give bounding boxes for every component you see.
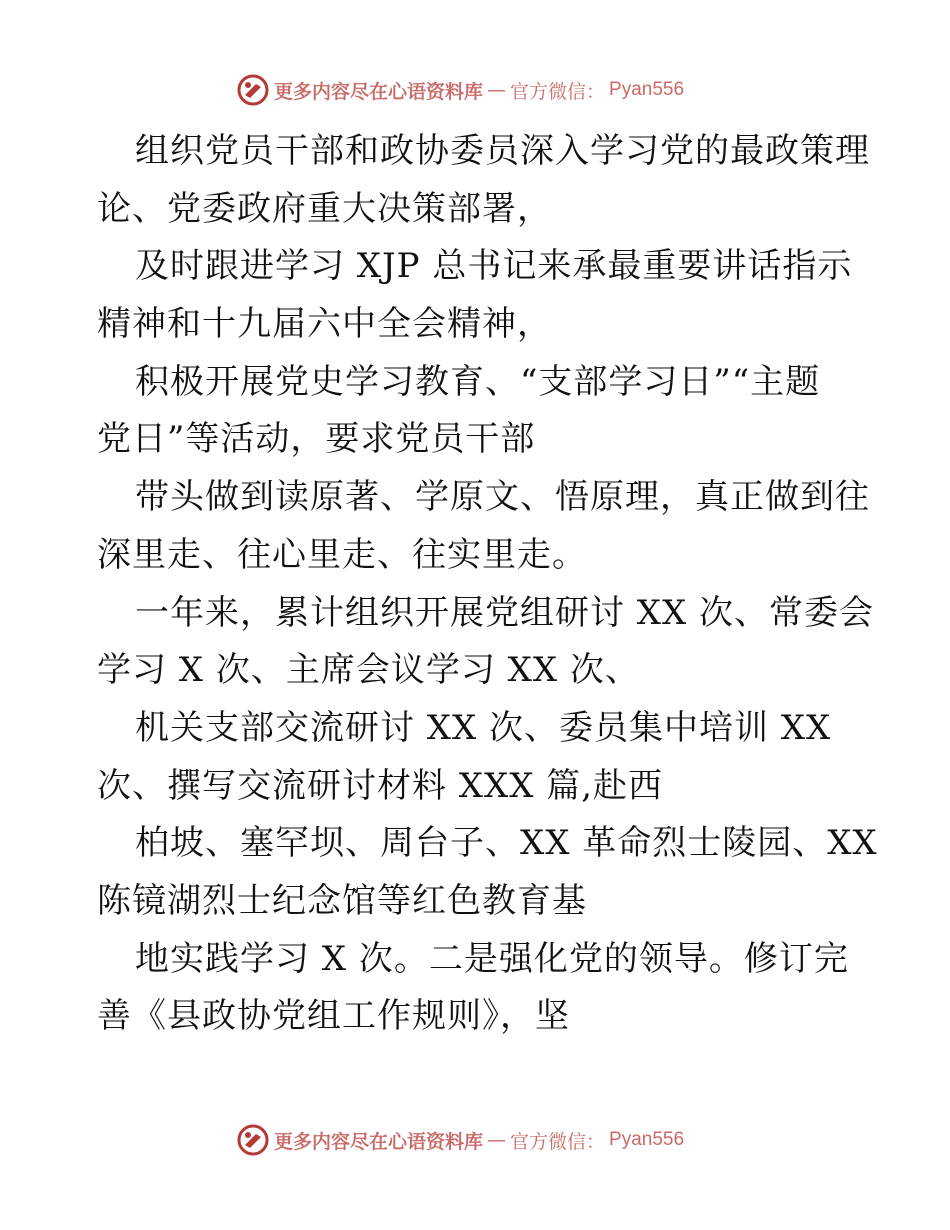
paragraph-line: 精神和十九届六中全会精神， [97,304,552,345]
watermark-dash: — [487,1129,507,1151]
paragraph-line: 善《县政协党组工作规则》，坚 [97,996,570,1037]
watermark-wechat-label: 官方微信： [510,80,606,103]
watermark-wechat-id: Pyan556 [609,79,685,100]
paragraph-line: 积极开展党史学习教育、“支部学习日”“主题 [135,361,821,402]
paragraph-line: 地实践学习 X 次。二是强化党的领导。修订完 [135,938,849,979]
paragraph [97,700,877,815]
paragraph [97,815,877,930]
paragraph-line: 带头做到读原著、学原文、悟原理，真正做到往 [135,477,870,518]
red-seal-logo-icon [236,1123,270,1157]
paragraph-line: 组织党员干部和政协委员深入学习党的最政策理 [135,131,870,171]
paragraph-line: 陈镜湖烈士纪念馆等红色教育基 [97,880,587,921]
paragraph-line: 次、撰写交流研讨材料 XXX 篇,赴西 [97,765,664,806]
red-seal-logo-icon [236,73,270,107]
watermark-dash: — [487,79,507,101]
paragraph-line: 柏坡、塞罕坝、周台子、XX 革命烈士陵园、XX [135,823,878,864]
watermark-text: 更多内容尽在心语资料库 [274,80,484,103]
watermark-wechat-id: Pyan556 [609,1129,685,1150]
paragraph-line: 学习 X 次、主席会议学习 XX 次、 [97,650,640,691]
paragraph [97,354,877,469]
footer-watermark [236,1122,684,1158]
paragraph-line: 一年来，累计组织开展党组研讨 XX 次、常委会 [135,592,875,633]
paragraph [97,931,877,1046]
watermark-text: 更多内容尽在心语资料库 [274,1130,484,1153]
paragraph [97,238,877,353]
document-body [97,123,877,1046]
paragraph-line: 及时跟进学习 XJP 总书记来承最重要讲话指示 [135,246,853,287]
paragraph [97,585,877,700]
paragraph-line: 机关支部交流研讨 XX 次、委员集中培训 XX [135,707,832,748]
paragraph-line: 论、党委政府重大决策部署， [97,188,552,229]
paragraph [97,469,877,584]
watermark-wechat-label: 官方微信： [510,1130,606,1153]
header-watermark [236,72,684,108]
paragraph-line: 党日”等活动，要求党员干部 [97,419,536,460]
paragraph [97,123,877,238]
paragraph-line: 深里走、往心里走、往实里走。 [97,534,587,575]
